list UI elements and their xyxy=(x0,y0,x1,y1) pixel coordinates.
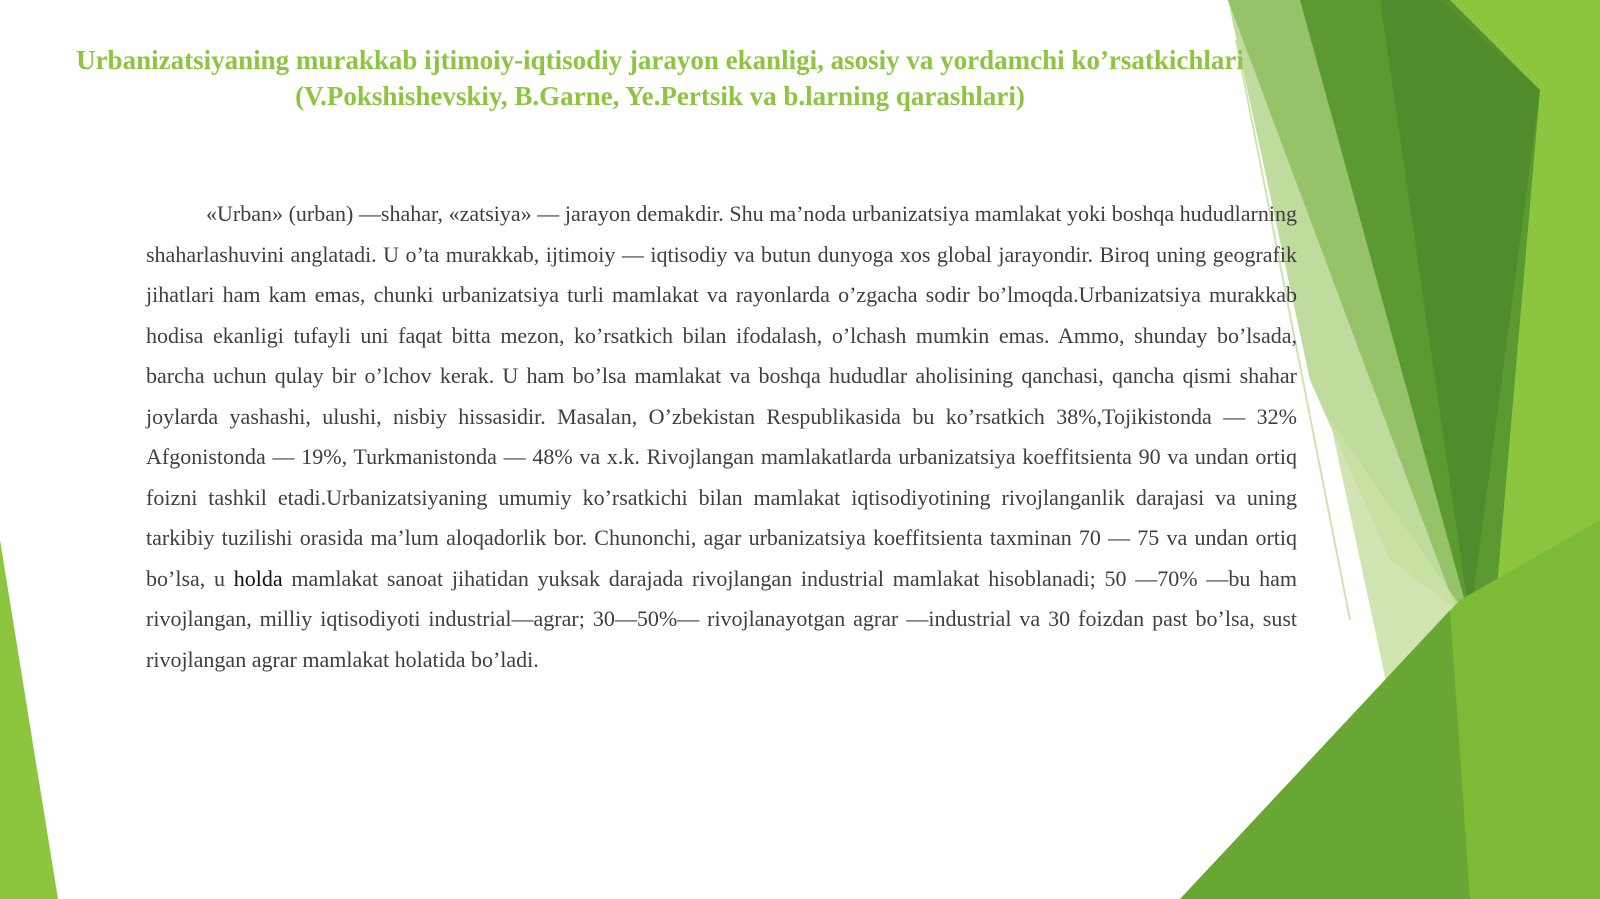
body-paragraph xyxy=(146,194,1297,680)
left-green-wedge xyxy=(0,540,58,899)
slide-title: Urbanizatsiyaning murakkab ijtimoiy-iqtisodiy jarayon ekanligi, asosiy va yordamchi ko’rsatkichlari (V.Pokshishevskiy, B.Garne, Ye.Pertsik va b.larning qarashlari) xyxy=(76,45,1244,111)
body-paragraph-part-1: «Urban» (urban) —shahar, «zatsiya» — jarayon demakdir. Shu ma’noda urbanizatsiya mamlakat yoki boshqa hududlarning shaharlashuvini anglatadi. U o’ta murakkab, ijtimoiy — iqtisodiy va butun dunyoga xos global jarayondir. Biroq uning geografik jihatlari ham kam emas, chunki urbanizatsiya turli mamlakat va rayonlarda o’zgacha sodir bo’lmoqda.Urbanizatsiya murakkab hodisa ekanligi tufayli uni faqat bitta mezon, ko’rsatkich bilan ifodalash, o’lchash mumkin emas. Ammo, shunday bo’lsada, barcha uchun qulay bir o’lchov kerak. U ham bo’lsa mamlakat va boshqa hududlar aholisining qanchasi, qancha qismi shahar joylarda yashashi, ulushi, nisbiy hissasidir. Masalan, O’zbekistan Respublikasida bu ko’rsatkich 38%,Tojikistonda — 32% Afgonistonda — 19%, Turkmanistonda — 48% va x.k. Rivojlangan mamlakatlarda urbanizatsiya koeffitsienta 90 va undan ortiq foizni tashkil etadi.Urbanizatsiyaning umumiy ko’rsatkichi bilan mamlakat iqtisodiyotining rivojlanganlik darajasi va uning tarkibiy tuzilishi orasida ma’lum aloqadorlik bor. Chunonchi, agar urbanizatsiya koeffitsienta taxminan 70 — 75 va undan ortiq bo’lsa, u xyxy=(146,201,1297,591)
body-paragraph-highlight: holda xyxy=(233,565,283,591)
body-paragraph-part-2: mamlakat sanoat jihatidan yuksak darajada rivojlangan industrial mamlakat hisoblanadi; 50 —70% —bu ham rivojlangan, milliy iqtisodiyoti industrial—agrar; 30—50%— rivojlanayotgan agrar —industrial va 30 foizdan past bo’lsa, sust rivojlangan agrar mamlakat holatida bo’ladi. xyxy=(146,565,1298,672)
